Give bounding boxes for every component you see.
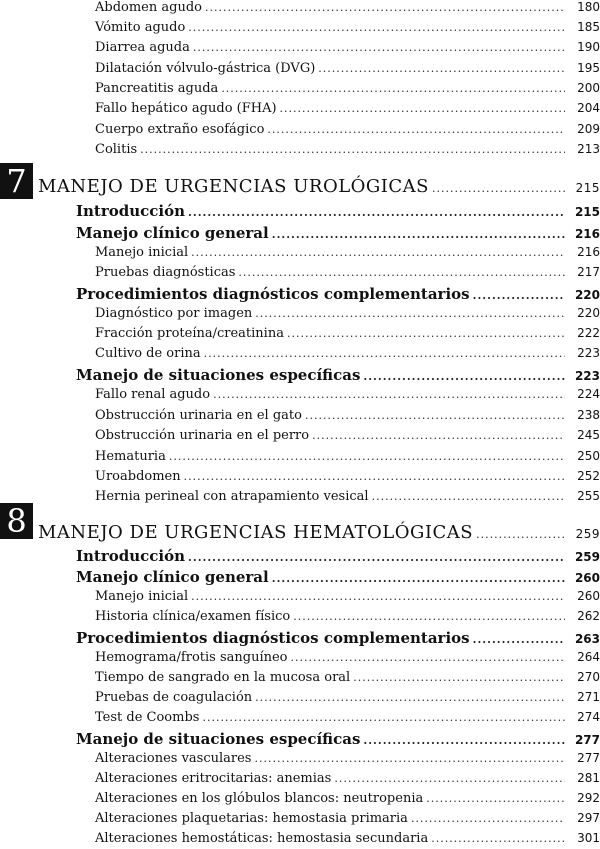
- dot-leader: [188, 21, 565, 34]
- entry-page: 252: [577, 469, 600, 483]
- toc-entry: [95, 306, 600, 321]
- entry-title: Hernia perineal con atrapamiento vesical: [95, 489, 369, 504]
- toc-entry: [95, 245, 600, 260]
- dot-leader: [411, 812, 565, 825]
- entry-title: Alteraciones vasculares: [95, 751, 252, 766]
- chapter-title: MANEJO DE URGENCIAS UROLÓGICAS: [38, 176, 430, 197]
- entry-page: 200: [577, 81, 600, 95]
- entry-title: Procedimientos diagnósticos complementarios: [76, 629, 470, 647]
- dot-leader: [238, 266, 565, 279]
- entry-title: Manejo inicial: [95, 245, 189, 260]
- dot-leader: [318, 62, 565, 75]
- toc-entry: [95, 609, 600, 624]
- toc-entry: [95, 650, 600, 665]
- toc-entry: [95, 142, 600, 157]
- entry-title: Uroabdomen: [95, 469, 181, 484]
- entry-page: 224: [577, 387, 600, 401]
- entry-page: 204: [577, 101, 600, 115]
- toc-entry: [95, 670, 600, 685]
- entry-page: 217: [577, 265, 600, 279]
- toc-entry: [95, 589, 600, 604]
- toc-entry: [95, 710, 600, 725]
- entry-title: Diagnóstico por imagen: [95, 306, 253, 321]
- entry-title: Hematuria: [95, 449, 166, 464]
- toc-entry: [95, 408, 600, 423]
- toc-entry: [95, 122, 600, 137]
- entry-title: Manejo de situaciones específicas: [76, 366, 361, 384]
- toc-entry: [95, 101, 600, 116]
- entry-title: Fallo hepático agudo (FHA): [95, 101, 277, 116]
- dot-leader: [287, 327, 565, 340]
- dot-leader: [204, 347, 565, 360]
- dot-leader: [291, 651, 565, 664]
- dot-leader: [188, 206, 565, 219]
- toc-entry: [95, 326, 600, 341]
- entry-title: Fracción proteína/creatinina: [95, 326, 284, 341]
- entry-page: 271: [577, 690, 600, 704]
- entry-page: 277: [574, 733, 600, 747]
- toc-entry: [95, 40, 600, 55]
- entry-page: 215: [574, 205, 600, 219]
- dot-leader: [272, 572, 565, 585]
- toc-entry: [95, 811, 600, 826]
- entry-title: Cultivo de orina: [95, 346, 201, 361]
- toc-entry: [95, 20, 600, 35]
- entry-page: 222: [577, 326, 600, 340]
- chapter-title: MANEJO DE URGENCIAS HEMATOLÓGICAS: [38, 522, 474, 543]
- dot-leader: [213, 388, 565, 401]
- entry-title: Manejo inicial: [95, 589, 189, 604]
- dot-leader: [334, 772, 565, 785]
- dot-leader: [191, 246, 565, 259]
- dot-leader: [202, 711, 565, 724]
- chapter-7-heading: [38, 176, 600, 197]
- entry-page: 250: [577, 449, 600, 463]
- entry-title: Alteraciones plaquetarias: hemostasia primaria: [95, 811, 408, 826]
- entry-title: Hemograma/frotis sanguíneo: [95, 650, 288, 665]
- toc-entry: [95, 0, 600, 15]
- dot-leader: [353, 671, 565, 684]
- toc-entry: [95, 751, 600, 766]
- entry-title: Dilatación vólvulo-gástrica (DVG): [95, 61, 316, 76]
- entry-page: 245: [577, 428, 600, 442]
- dot-leader: [205, 1, 565, 14]
- entry-page: 281: [577, 771, 600, 785]
- entry-title: Manejo clínico general: [76, 568, 269, 586]
- entry-title: Manejo de situaciones específicas: [76, 730, 361, 748]
- entry-title: Introducción: [76, 547, 186, 565]
- toc-entry: [95, 791, 600, 806]
- entry-page: 292: [577, 791, 600, 805]
- toc-entry: [95, 387, 600, 402]
- toc-entry: [95, 265, 600, 280]
- entry-page: 223: [577, 346, 600, 360]
- dot-leader: [254, 752, 565, 765]
- entry-title: Manejo clínico general: [76, 224, 269, 242]
- entry-title: Vómito agudo: [95, 20, 186, 35]
- entry-title: Pruebas diagnósticas: [95, 265, 236, 280]
- entry-title: Fallo renal agudo: [95, 387, 211, 402]
- dot-leader: [426, 792, 565, 805]
- entry-page: 301: [577, 831, 600, 845]
- entry-page: 190: [577, 40, 600, 54]
- entry-title: Abdomen agudo: [95, 0, 202, 15]
- entry-page: 297: [577, 811, 600, 825]
- entry-page: 260: [574, 571, 600, 585]
- chapter-page: 259: [575, 527, 600, 541]
- dot-leader: [280, 102, 565, 115]
- entry-title: Pruebas de coagulación: [95, 690, 253, 705]
- dot-leader: [169, 450, 565, 463]
- toc-entry: [95, 61, 600, 76]
- dot-leader: [255, 691, 565, 704]
- dot-leader: [312, 429, 565, 442]
- dot-leader: [473, 633, 565, 646]
- toc-section: [76, 568, 600, 586]
- toc-entry: [95, 489, 600, 504]
- entry-title: Cuerpo extraño esofágico: [95, 122, 265, 137]
- dot-leader: [272, 228, 565, 241]
- entry-page: 262: [577, 609, 600, 623]
- dot-leader: [363, 734, 565, 747]
- entry-page: 220: [574, 288, 600, 302]
- dot-leader: [140, 143, 565, 156]
- toc-section: [76, 285, 600, 303]
- toc-section: [76, 629, 600, 647]
- toc-entry: [95, 690, 600, 705]
- chapter-8-number-badge: 8: [0, 503, 33, 539]
- entry-title: Diarrea aguda: [95, 40, 190, 55]
- toc-entry: [95, 771, 600, 786]
- dot-leader: [184, 470, 565, 483]
- entry-page: 255: [577, 489, 600, 503]
- chapter-7-number-badge: 7: [0, 163, 33, 199]
- entry-title: Procedimientos diagnósticos complementarios: [76, 285, 470, 303]
- entry-page: 195: [577, 61, 600, 75]
- dot-leader: [191, 590, 565, 603]
- toc-entry: [95, 346, 600, 361]
- entry-page: 263: [574, 632, 600, 646]
- dot-leader: [305, 409, 565, 422]
- chapter-page: 215: [575, 181, 600, 195]
- toc-section: [76, 547, 600, 565]
- entry-page: 185: [577, 20, 600, 34]
- toc-entry: [95, 469, 600, 484]
- dot-leader: [473, 289, 565, 302]
- entry-title: Alteraciones eritrocitarias: anemias: [95, 771, 332, 786]
- dot-leader: [431, 832, 565, 845]
- entry-title: Pancreatitis aguda: [95, 81, 219, 96]
- dot-leader: [193, 41, 565, 54]
- entry-page: 223: [574, 369, 600, 383]
- entry-title: Introducción: [76, 202, 186, 220]
- toc-entry: [95, 449, 600, 464]
- dot-leader: [363, 370, 565, 383]
- entry-title: Alteraciones en los glóbulos blancos: neutropenia: [95, 791, 424, 806]
- dot-leader: [267, 123, 565, 136]
- entry-title: Tiempo de sangrado en la mucosa oral: [95, 670, 351, 685]
- entry-title: Obstrucción urinaria en el gato: [95, 408, 302, 423]
- dot-leader: [255, 307, 565, 320]
- entry-page: 277: [577, 751, 600, 765]
- entry-page: 209: [577, 122, 600, 136]
- entry-page: 213: [577, 142, 600, 156]
- entry-page: 274: [577, 710, 600, 724]
- entry-page: 264: [577, 650, 600, 664]
- dot-leader: [293, 610, 565, 623]
- entry-title: Colitis: [95, 142, 138, 157]
- toc-entry: [95, 428, 600, 443]
- toc-entry: [95, 831, 600, 846]
- dot-leader: [221, 82, 565, 95]
- entry-page: 220: [577, 306, 600, 320]
- dot-leader: [476, 528, 565, 541]
- toc-section: [76, 366, 600, 384]
- entry-page: 180: [577, 0, 600, 14]
- chapter-8-heading: [38, 522, 600, 543]
- toc-entry: [95, 81, 600, 96]
- entry-page: 216: [577, 245, 600, 259]
- entry-title: Alteraciones hemostáticas: hemostasia secundaria: [95, 831, 429, 846]
- entry-title: Historia clínica/examen físico: [95, 609, 291, 624]
- entry-page: 238: [577, 408, 600, 422]
- entry-page: 216: [574, 227, 600, 241]
- entry-page: 260: [577, 589, 600, 603]
- toc-section: [76, 202, 600, 220]
- entry-title: Test de Coombs: [95, 710, 200, 725]
- dot-leader: [372, 490, 565, 503]
- entry-title: Obstrucción urinaria en el perro: [95, 428, 310, 443]
- entry-page: 270: [577, 670, 600, 684]
- dot-leader: [188, 551, 565, 564]
- dot-leader: [432, 182, 565, 195]
- toc-section: [76, 224, 600, 242]
- entry-page: 259: [574, 550, 600, 564]
- toc-section: [76, 730, 600, 748]
